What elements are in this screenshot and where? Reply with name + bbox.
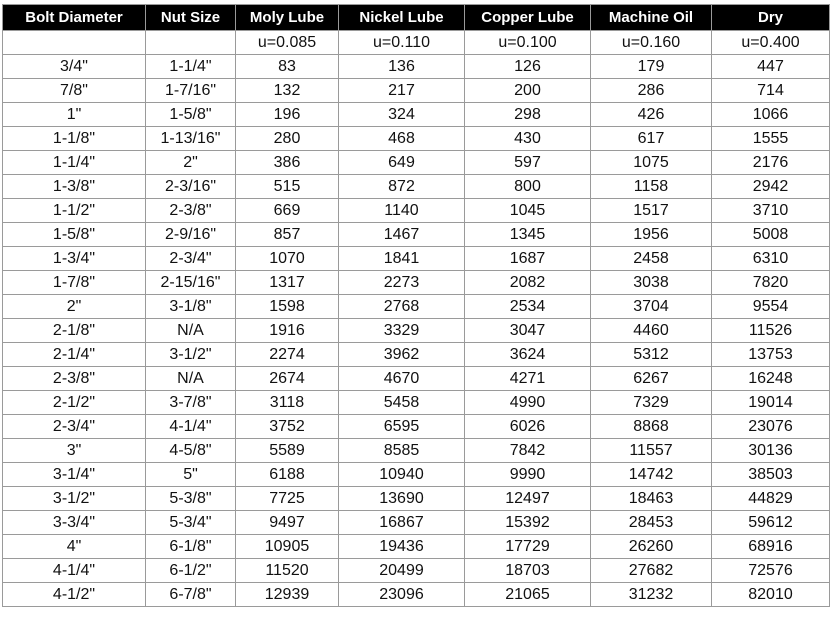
bolt-diameter-cell: 1-3/4" <box>3 247 146 271</box>
dry-cell: 38503 <box>712 463 830 487</box>
moly-lube-cell: 5589 <box>236 439 339 463</box>
coefficient-cell <box>146 31 236 55</box>
nut-size-cell: 3-7/8" <box>146 391 236 415</box>
bolt-diameter-cell: 1-1/8" <box>3 127 146 151</box>
dry-cell: 30136 <box>712 439 830 463</box>
moly-lube-cell: 3118 <box>236 391 339 415</box>
nickel-lube-cell: 19436 <box>339 535 465 559</box>
bolt-diameter-cell: 7/8" <box>3 79 146 103</box>
header-nut-size: Nut Size <box>146 5 236 31</box>
copper-lube-cell: 200 <box>465 79 591 103</box>
dry-cell: 11526 <box>712 319 830 343</box>
dry-cell: 1066 <box>712 103 830 127</box>
bolt-diameter-cell: 3" <box>3 439 146 463</box>
bolt-diameter-cell: 2-3/4" <box>3 415 146 439</box>
dry-cell: 5008 <box>712 223 830 247</box>
nickel-lube-cell: 2768 <box>339 295 465 319</box>
moly-lube-cell: 7725 <box>236 487 339 511</box>
bolt-diameter-cell: 1" <box>3 103 146 127</box>
nickel-lube-cell: 136 <box>339 55 465 79</box>
bolt-diameter-cell: 1-1/2" <box>3 199 146 223</box>
dry-cell: 2942 <box>712 175 830 199</box>
copper-lube-cell: 1687 <box>465 247 591 271</box>
table-body <box>3 31 830 607</box>
moly-lube-cell: 2274 <box>236 343 339 367</box>
table-row <box>3 271 830 295</box>
copper-lube-cell: 4990 <box>465 391 591 415</box>
bolt-diameter-cell: 3/4" <box>3 55 146 79</box>
nut-size-cell: 5-3/8" <box>146 487 236 511</box>
dry-cell: 44829 <box>712 487 830 511</box>
table-row <box>3 535 830 559</box>
moly-lube-cell: 10905 <box>236 535 339 559</box>
nut-size-cell: 2-3/4" <box>146 247 236 271</box>
nickel-lube-cell: 324 <box>339 103 465 127</box>
copper-lube-cell: 800 <box>465 175 591 199</box>
table-row <box>3 583 830 607</box>
nut-size-cell: 1-1/4" <box>146 55 236 79</box>
table-row <box>3 511 830 535</box>
moly-lube-cell: 669 <box>236 199 339 223</box>
moly-lube-cell: 9497 <box>236 511 339 535</box>
nut-size-cell: 2-15/16" <box>146 271 236 295</box>
header-copper-lube: Copper Lube <box>465 5 591 31</box>
bolt-diameter-cell: 4-1/2" <box>3 583 146 607</box>
copper-lube-cell: 4271 <box>465 367 591 391</box>
moly-lube-cell: 2674 <box>236 367 339 391</box>
dry-cell: 19014 <box>712 391 830 415</box>
bolt-diameter-cell: 4" <box>3 535 146 559</box>
dry-cell: 68916 <box>712 535 830 559</box>
moly-lube-cell: 1598 <box>236 295 339 319</box>
bolt-diameter-cell: 3-1/4" <box>3 463 146 487</box>
machine-oil-cell: 18463 <box>591 487 712 511</box>
table-row <box>3 175 830 199</box>
machine-oil-cell: 7329 <box>591 391 712 415</box>
moly-lube-cell: 386 <box>236 151 339 175</box>
nut-size-cell: 5-3/4" <box>146 511 236 535</box>
nickel-lube-cell: 8585 <box>339 439 465 463</box>
dry-cell: 13753 <box>712 343 830 367</box>
machine-oil-cell: 3704 <box>591 295 712 319</box>
copper-lube-cell: 3047 <box>465 319 591 343</box>
machine-oil-cell: 26260 <box>591 535 712 559</box>
moly-lube-cell: 6188 <box>236 463 339 487</box>
dry-cell: 714 <box>712 79 830 103</box>
header-machine-oil: Machine Oil <box>591 5 712 31</box>
nickel-lube-cell: 16867 <box>339 511 465 535</box>
machine-oil-cell: 6267 <box>591 367 712 391</box>
torque-table <box>2 4 830 607</box>
machine-oil-cell: 8868 <box>591 415 712 439</box>
dry-cell: 6310 <box>712 247 830 271</box>
copper-lube-cell: 3624 <box>465 343 591 367</box>
copper-lube-cell: 1345 <box>465 223 591 247</box>
copper-lube-cell: 17729 <box>465 535 591 559</box>
table-row <box>3 559 830 583</box>
nut-size-cell: N/A <box>146 319 236 343</box>
moly-lube-cell: 11520 <box>236 559 339 583</box>
nickel-lube-cell: 13690 <box>339 487 465 511</box>
moly-lube-cell: 1070 <box>236 247 339 271</box>
table-row <box>3 343 830 367</box>
bolt-diameter-cell: 1-5/8" <box>3 223 146 247</box>
nut-size-cell: 2" <box>146 151 236 175</box>
table-row <box>3 487 830 511</box>
nut-size-cell: 2-3/16" <box>146 175 236 199</box>
machine-oil-cell: 5312 <box>591 343 712 367</box>
nut-size-cell: 3-1/8" <box>146 295 236 319</box>
bolt-diameter-cell: 1-1/4" <box>3 151 146 175</box>
bolt-diameter-cell: 2" <box>3 295 146 319</box>
machine-oil-cell: 11557 <box>591 439 712 463</box>
nut-size-cell: 1-7/16" <box>146 79 236 103</box>
machine-oil-cell: 31232 <box>591 583 712 607</box>
table-row <box>3 319 830 343</box>
dry-cell: 7820 <box>712 271 830 295</box>
copper-lube-cell: 9990 <box>465 463 591 487</box>
table-row <box>3 391 830 415</box>
copper-lube-cell: 21065 <box>465 583 591 607</box>
machine-oil-cell: 27682 <box>591 559 712 583</box>
moly-lube-cell: 3752 <box>236 415 339 439</box>
bolt-diameter-cell: 2-1/2" <box>3 391 146 415</box>
moly-lube-cell: 12939 <box>236 583 339 607</box>
machine-oil-cell: 179 <box>591 55 712 79</box>
bolt-diameter-cell: 3-1/2" <box>3 487 146 511</box>
machine-oil-cell: 4460 <box>591 319 712 343</box>
moly-lube-cell: 132 <box>236 79 339 103</box>
nut-size-cell: 6-1/2" <box>146 559 236 583</box>
nickel-lube-cell: 10940 <box>339 463 465 487</box>
table-row <box>3 55 830 79</box>
copper-lube-cell: 126 <box>465 55 591 79</box>
copper-lube-cell: 7842 <box>465 439 591 463</box>
header-nickel-lube: Nickel Lube <box>339 5 465 31</box>
nut-size-cell: 1-5/8" <box>146 103 236 127</box>
nut-size-cell: 6-7/8" <box>146 583 236 607</box>
nut-size-cell: 4-5/8" <box>146 439 236 463</box>
machine-oil-cell: 1517 <box>591 199 712 223</box>
moly-lube-cell: 1916 <box>236 319 339 343</box>
nickel-lube-cell: 1140 <box>339 199 465 223</box>
nut-size-cell: 1-13/16" <box>146 127 236 151</box>
nut-size-cell: 6-1/8" <box>146 535 236 559</box>
header-bolt-diameter: Bolt Diameter <box>3 5 146 31</box>
bolt-diameter-cell: 3-3/4" <box>3 511 146 535</box>
header-dry: Dry <box>712 5 830 31</box>
copper-lube-cell: 12497 <box>465 487 591 511</box>
nut-size-cell: 2-9/16" <box>146 223 236 247</box>
table-row <box>3 151 830 175</box>
moly-lube-cell: 1317 <box>236 271 339 295</box>
table-row <box>3 199 830 223</box>
table-row <box>3 463 830 487</box>
dry-cell: 2176 <box>712 151 830 175</box>
dry-cell: 16248 <box>712 367 830 391</box>
dry-cell: 3710 <box>712 199 830 223</box>
copper-lube-cell: 2534 <box>465 295 591 319</box>
moly-lube-cell: 83 <box>236 55 339 79</box>
copper-lube-cell: 15392 <box>465 511 591 535</box>
nut-size-cell: 3-1/2" <box>146 343 236 367</box>
machine-oil-cell: 1075 <box>591 151 712 175</box>
header-moly-lube: Moly Lube <box>236 5 339 31</box>
dry-cell: 72576 <box>712 559 830 583</box>
bolt-diameter-cell: 2-3/8" <box>3 367 146 391</box>
coefficient-cell: u=0.100 <box>465 31 591 55</box>
copper-lube-cell: 298 <box>465 103 591 127</box>
dry-cell: 447 <box>712 55 830 79</box>
bolt-diameter-cell: 2-1/8" <box>3 319 146 343</box>
nickel-lube-cell: 468 <box>339 127 465 151</box>
nickel-lube-cell: 23096 <box>339 583 465 607</box>
copper-lube-cell: 430 <box>465 127 591 151</box>
machine-oil-cell: 426 <box>591 103 712 127</box>
dry-cell: 9554 <box>712 295 830 319</box>
copper-lube-cell: 597 <box>465 151 591 175</box>
dry-cell: 82010 <box>712 583 830 607</box>
dry-cell: 23076 <box>712 415 830 439</box>
machine-oil-cell: 2458 <box>591 247 712 271</box>
table-row <box>3 295 830 319</box>
table-row <box>3 103 830 127</box>
moly-lube-cell: 515 <box>236 175 339 199</box>
copper-lube-cell: 1045 <box>465 199 591 223</box>
machine-oil-cell: 1158 <box>591 175 712 199</box>
bolt-diameter-cell: 4-1/4" <box>3 559 146 583</box>
nickel-lube-cell: 6595 <box>339 415 465 439</box>
nut-size-cell: 4-1/4" <box>146 415 236 439</box>
nickel-lube-cell: 872 <box>339 175 465 199</box>
nut-size-cell: N/A <box>146 367 236 391</box>
coefficient-cell: u=0.110 <box>339 31 465 55</box>
machine-oil-cell: 1956 <box>591 223 712 247</box>
copper-lube-cell: 6026 <box>465 415 591 439</box>
table-row <box>3 367 830 391</box>
copper-lube-cell: 18703 <box>465 559 591 583</box>
nickel-lube-cell: 5458 <box>339 391 465 415</box>
nut-size-cell: 5" <box>146 463 236 487</box>
machine-oil-cell: 3038 <box>591 271 712 295</box>
table-row <box>3 415 830 439</box>
bolt-diameter-cell: 2-1/4" <box>3 343 146 367</box>
table-row <box>3 247 830 271</box>
machine-oil-cell: 617 <box>591 127 712 151</box>
nut-size-cell: 2-3/8" <box>146 199 236 223</box>
moly-lube-cell: 857 <box>236 223 339 247</box>
moly-lube-cell: 280 <box>236 127 339 151</box>
machine-oil-cell: 286 <box>591 79 712 103</box>
nickel-lube-cell: 3962 <box>339 343 465 367</box>
nickel-lube-cell: 1841 <box>339 247 465 271</box>
coefficient-cell <box>3 31 146 55</box>
machine-oil-cell: 14742 <box>591 463 712 487</box>
copper-lube-cell: 2082 <box>465 271 591 295</box>
nickel-lube-cell: 4670 <box>339 367 465 391</box>
dry-cell: 59612 <box>712 511 830 535</box>
coefficient-row <box>3 31 830 55</box>
moly-lube-cell: 196 <box>236 103 339 127</box>
nickel-lube-cell: 649 <box>339 151 465 175</box>
coefficient-cell: u=0.085 <box>236 31 339 55</box>
nickel-lube-cell: 1467 <box>339 223 465 247</box>
coefficient-cell: u=0.400 <box>712 31 830 55</box>
nickel-lube-cell: 217 <box>339 79 465 103</box>
table-row <box>3 223 830 247</box>
table-row <box>3 439 830 463</box>
coefficient-cell: u=0.160 <box>591 31 712 55</box>
bolt-diameter-cell: 1-7/8" <box>3 271 146 295</box>
nickel-lube-cell: 2273 <box>339 271 465 295</box>
header-row <box>3 5 830 31</box>
dry-cell: 1555 <box>712 127 830 151</box>
bolt-diameter-cell: 1-3/8" <box>3 175 146 199</box>
nickel-lube-cell: 3329 <box>339 319 465 343</box>
machine-oil-cell: 28453 <box>591 511 712 535</box>
table-row <box>3 127 830 151</box>
table-row <box>3 79 830 103</box>
nickel-lube-cell: 20499 <box>339 559 465 583</box>
